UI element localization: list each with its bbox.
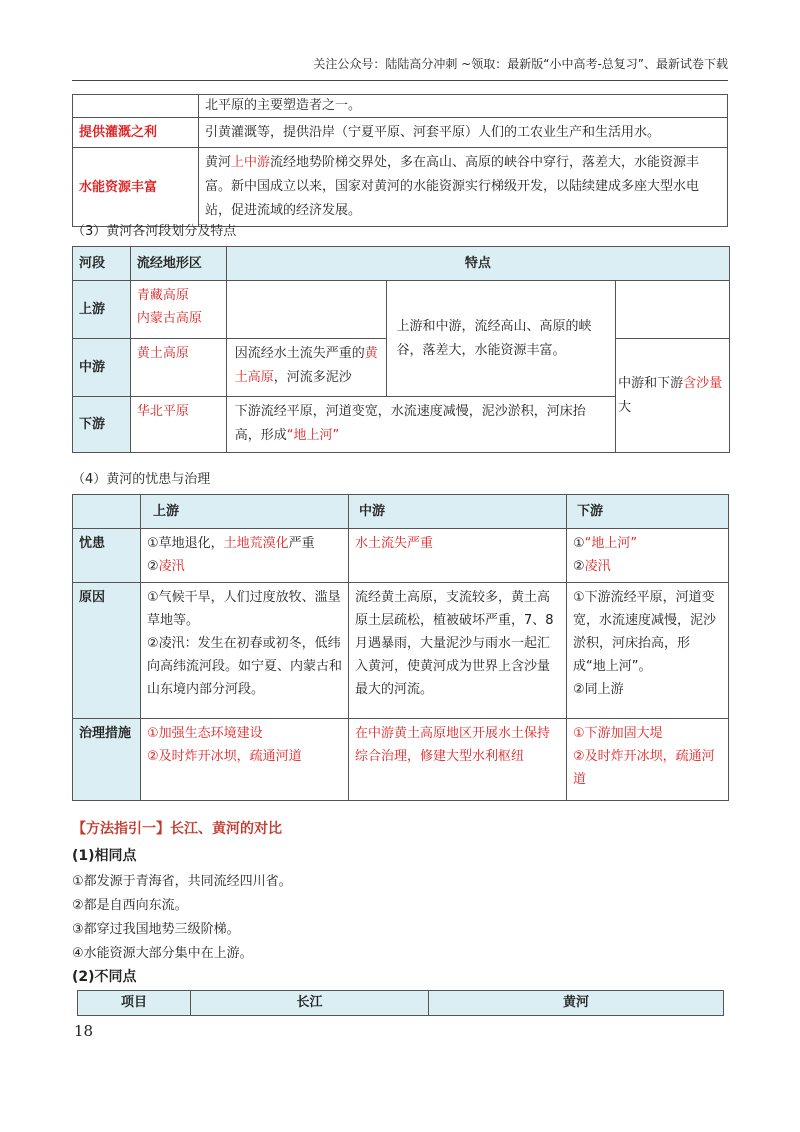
highlight: “地上河” bbox=[286, 428, 340, 443]
text: 中游和下游 bbox=[618, 375, 684, 391]
table-cell: 黄土高原 bbox=[130, 339, 226, 397]
col-header-item: 项目 bbox=[78, 991, 191, 1016]
col-header-segment: 河段 bbox=[73, 247, 131, 281]
text: ② bbox=[147, 559, 159, 574]
table-cell bbox=[141, 719, 349, 801]
col-header-yangtze: 长江 bbox=[191, 991, 429, 1016]
text-para: ②同上游 bbox=[573, 682, 624, 697]
section-4-title: （4）黄河的忧患与治理 bbox=[72, 472, 211, 487]
table-cell bbox=[73, 495, 141, 529]
region-name: 内蒙古高原 bbox=[136, 311, 202, 326]
text-line: ②及时炸开冰坝，疏通河道 bbox=[573, 749, 715, 787]
table-row bbox=[73, 247, 730, 281]
highlight: 凌汛 bbox=[584, 559, 611, 574]
table-cell: 水土流失严重 bbox=[349, 529, 567, 583]
col-header-upper: 上游 bbox=[141, 495, 349, 529]
similarities-title: (1)相同点 bbox=[72, 848, 137, 864]
row-header-causes: 原因 bbox=[73, 583, 141, 719]
differences-title: (2)不同点 bbox=[72, 969, 137, 985]
region-name: 青藏高原 bbox=[136, 288, 189, 303]
table-cell bbox=[567, 719, 729, 801]
text-line: ①加强生态环境建设 bbox=[147, 726, 263, 741]
similarity-item: ④水能资源大部分集中在上游。 bbox=[72, 946, 253, 961]
col-header-region: 流经地形区 bbox=[130, 247, 226, 281]
text-line: ①下游加固大堤 bbox=[573, 726, 663, 741]
text-line: ②及时炸开冰坝，疏通河道 bbox=[147, 749, 302, 764]
col-header-middle: 中游 bbox=[349, 495, 567, 529]
highlight: “地上河” bbox=[584, 536, 638, 551]
table-cell: 华北平原 bbox=[130, 397, 226, 453]
table-cell bbox=[616, 339, 730, 453]
section-3-title: （3）黄河各河段划分及特点 bbox=[72, 224, 237, 239]
table-cell: 流经黄土高原，支流较多，黄土高原土层疏松，植被破坏严重，7、8月遇暴雨，大量泥沙与雨水一起汇入黄河，使黄河成为世界上含沙量最大的河流。 bbox=[349, 583, 567, 719]
table-cell bbox=[141, 529, 349, 583]
row-header-troubles: 忧患 bbox=[73, 529, 141, 583]
table-cell: 引黄灌溉等，提供沿岸（宁夏平原、河套平原）人们的工农业生产和生活用水。 bbox=[199, 118, 728, 148]
table-cell bbox=[226, 397, 615, 453]
method-guide-title: 【方法指引一】长江、黄河的对比 bbox=[72, 821, 282, 837]
table-row bbox=[73, 529, 729, 583]
table-cell: 在中游黄土高原地区开展水土保持综合治理，修建大型水利枢纽 bbox=[349, 719, 567, 801]
table-cell bbox=[130, 281, 226, 339]
text: ② bbox=[573, 559, 585, 574]
row-header-upper: 上游 bbox=[73, 281, 131, 339]
table-row bbox=[73, 719, 729, 801]
text-line bbox=[573, 555, 722, 578]
text: 黄河 bbox=[205, 155, 232, 170]
table-cell bbox=[226, 339, 386, 397]
table-cell bbox=[73, 95, 199, 118]
header-rule bbox=[72, 80, 728, 81]
page-header: 关注公众号：陆陆高分冲刺 ~领取：最新版“小中高考-总复习”、最新试卷下载 bbox=[313, 57, 728, 71]
similarity-item: ②都是自西向东流。 bbox=[72, 898, 188, 913]
table-cell bbox=[567, 583, 729, 719]
table-row bbox=[73, 281, 730, 339]
text-line bbox=[147, 555, 342, 578]
text: 严重 bbox=[288, 536, 315, 551]
highlight: 土地荒漠化 bbox=[223, 536, 289, 551]
col-header-feature: 特点 bbox=[226, 247, 729, 281]
table-cell bbox=[199, 148, 728, 227]
table-cell: 北平原的主要塑造者之一。 bbox=[199, 95, 728, 118]
row-header-middle: 中游 bbox=[73, 339, 131, 397]
yellow-river-benefits-table bbox=[72, 94, 728, 227]
row-header-lower: 下游 bbox=[73, 397, 131, 453]
table-row bbox=[73, 495, 729, 529]
text: ① bbox=[573, 536, 585, 551]
table-cell bbox=[616, 281, 730, 339]
river-sections-table bbox=[72, 246, 730, 453]
page-number: 18 bbox=[74, 1022, 94, 1040]
text-line bbox=[147, 532, 342, 555]
table-cell: 上游和中游，流经高山、高原的峡谷，落差大，水能资源丰富。 bbox=[386, 281, 616, 397]
text-para: ①下游流经平原，河道变宽，水流速度减慢，泥沙淤积，河床抬高，形成“地上河”。 bbox=[573, 590, 717, 674]
text: 大 bbox=[618, 399, 632, 415]
highlight: 上中游 bbox=[231, 155, 271, 170]
table-row bbox=[73, 118, 728, 148]
text-para: ②凌汛：发生在初春或初冬，低纬向高纬流河段。如宁夏、内蒙古和山东境内部分河段。 bbox=[147, 636, 343, 697]
text-para: ①气候干旱，人们过度放牧、滥垦草地等。 bbox=[147, 590, 341, 628]
text-line bbox=[573, 532, 722, 555]
text: ，河流多泥沙 bbox=[273, 370, 352, 385]
text: ①草地退化， bbox=[147, 536, 224, 551]
text: 流经地势阶梯交界处，多在高山、高原的峡谷中穿行，落差大，水能资源丰富。新中国成立以来，国家对黄河的水能资源实行梯级开发，以陆续建成多座大型水电站，促进流域的经济发展。 bbox=[205, 155, 700, 218]
highlight: 凌汛 bbox=[158, 559, 185, 574]
table-row bbox=[73, 148, 728, 227]
table-cell bbox=[226, 281, 386, 339]
row-header-measures: 治理措施 bbox=[73, 719, 141, 801]
table-row bbox=[78, 991, 724, 1016]
hydropower-label: 水能资源丰富 bbox=[73, 148, 199, 227]
table-row bbox=[73, 583, 729, 719]
table-cell bbox=[141, 583, 349, 719]
text: 下游流经平原，河道变宽，水流速度减慢，泥沙淤积，河床抬高，形成 bbox=[234, 404, 586, 443]
table-row bbox=[73, 95, 728, 118]
troubles-and-governance-table bbox=[72, 494, 729, 801]
col-header-lower: 下游 bbox=[567, 495, 729, 529]
irrigation-label: 提供灌溉之利 bbox=[73, 118, 199, 148]
table-cell bbox=[567, 529, 729, 583]
similarity-item: ①都发源于青海省，共同流经四川省。 bbox=[72, 874, 292, 889]
similarity-item: ③都穿过我国地势三级阶梯。 bbox=[72, 922, 240, 937]
col-header-yellow-river: 黄河 bbox=[429, 991, 724, 1016]
highlight: 黄土高原 bbox=[234, 346, 378, 385]
highlight: 含沙量 bbox=[683, 375, 723, 391]
comparison-table bbox=[77, 990, 724, 1016]
text: 因流经水土流失严重的 bbox=[234, 346, 365, 361]
